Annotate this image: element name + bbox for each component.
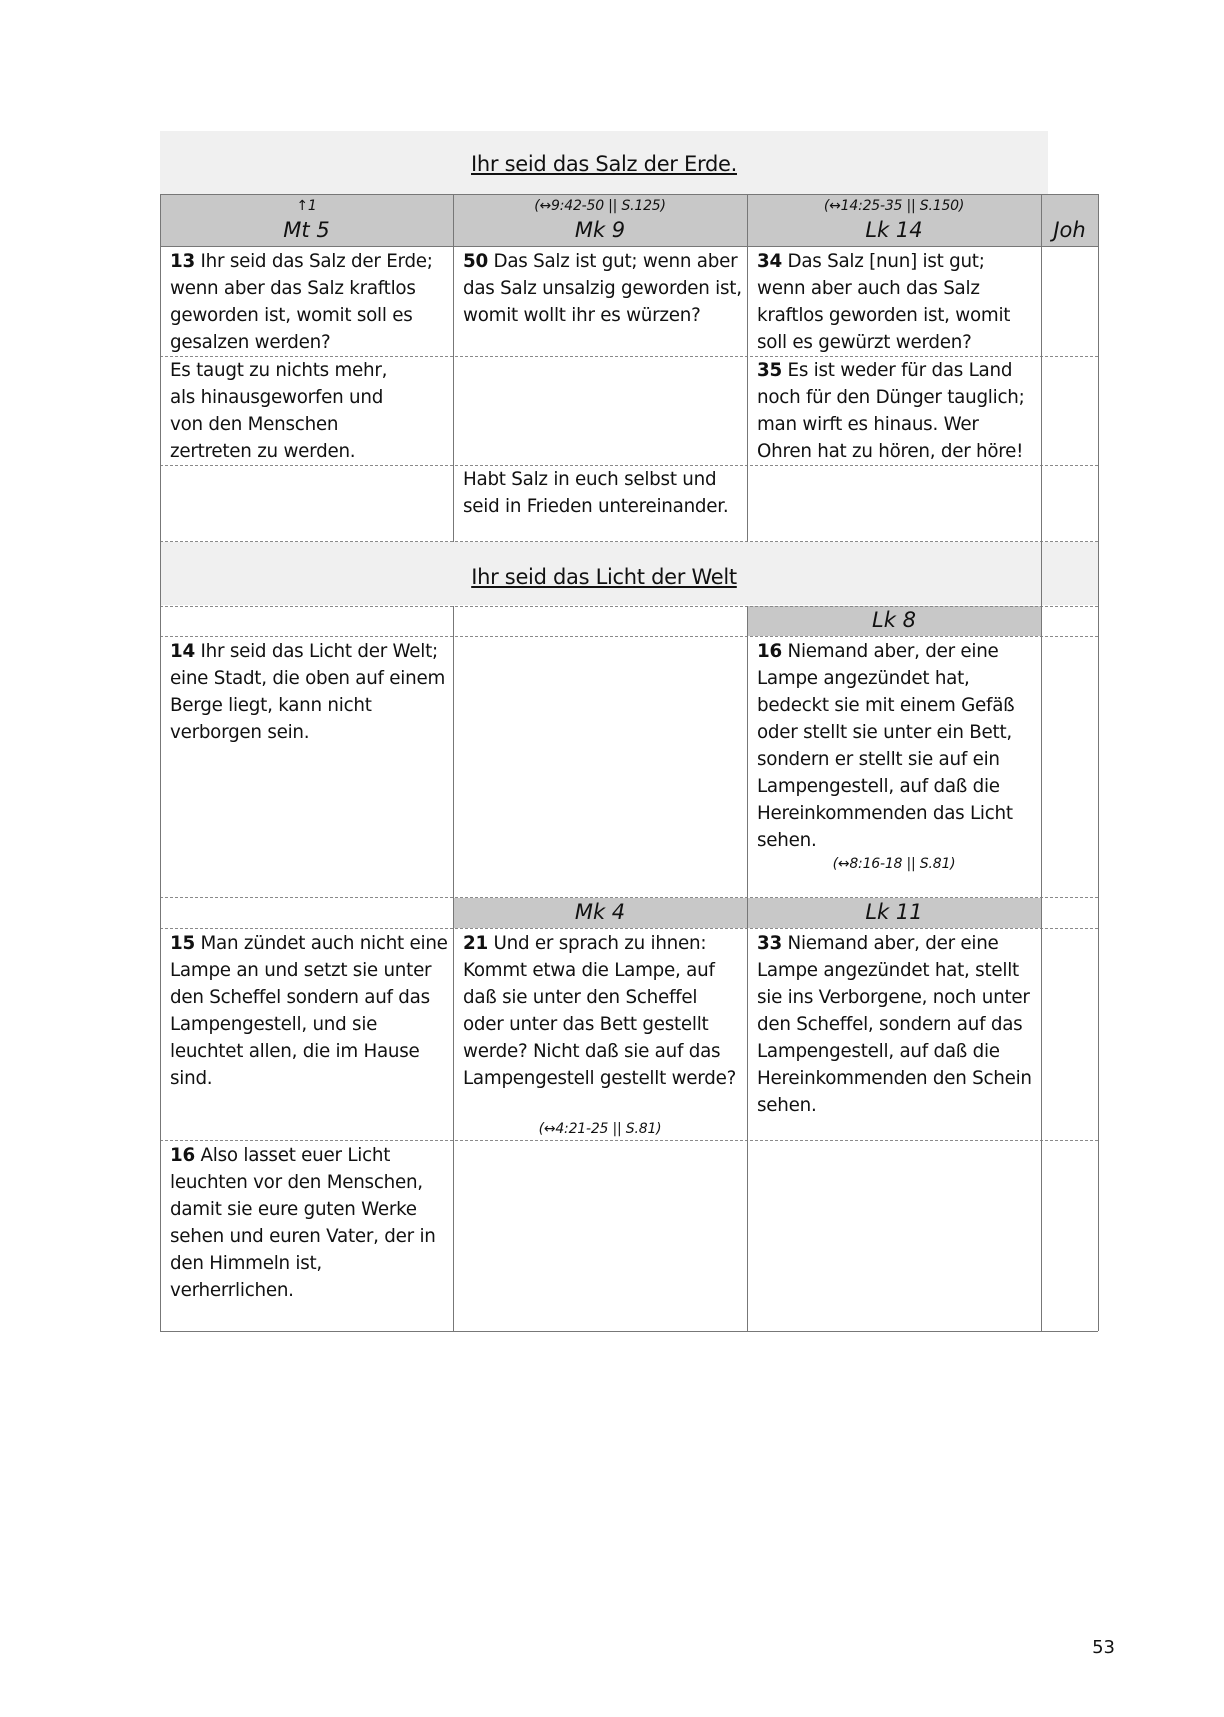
section-title-light: Ihr seid das Licht der Welt (471, 565, 737, 589)
table-rule (160, 928, 1098, 929)
table-rule (160, 356, 1098, 357)
table-rule (160, 541, 1098, 542)
mt-verse-13-continued: Es taugt zu nichts mehr, als hinausgeworfen und von den Menschen zertreten zu werden. (170, 360, 388, 462)
mt-verse-14: 14 Ihr seid das Licht der Welt; eine Stadt, die oben auf einem Berge liegt, kann nicht verborgen sein. (170, 641, 446, 743)
table-rule (160, 636, 1098, 637)
table-rule (160, 606, 1098, 607)
lk-verse-34: 34 Das Salz [nun] ist gut; wenn aber auch das Salz kraftlos geworden ist, womit soll es gewürzt werden? (757, 251, 1011, 353)
mk-salt-saying: Habt Salz in euch selbst und seid in Frieden untereinander. (463, 469, 729, 517)
table-rule (160, 1140, 1098, 1141)
column-divider (747, 194, 748, 542)
table-rule (160, 246, 1098, 247)
mt-cross-ref: ↑1 (296, 198, 317, 214)
lk8-verse-16: 16 Niemand aber, der eine Lampe angezündet hat, bedeckt sie mit einem Gefäß oder stellt sie unter ein Bett, sondern er stellt sie auf ein Lampengestell, auf daß die Hereinkommenden das Licht sehen. (757, 641, 1015, 851)
mk4-book-label: Mk 4 (574, 900, 626, 924)
table-rule (160, 194, 1098, 195)
mk4-verse-21: 21 Und er sprach zu ihnen: Kommt etwa die Lampe, auf daß sie unter den Scheffel oder unter das Bett gestellt werde? Nicht daß sie auf das Lampengestell gestellt werde? (463, 933, 737, 1089)
lk-book-label: Lk 14 (865, 218, 923, 242)
lk-cross-ref: (↔14:25-35 || S.150) (823, 198, 965, 214)
table-rule (160, 465, 1098, 466)
column-divider (453, 194, 454, 542)
lk11-book-label: Lk 11 (865, 900, 923, 924)
column-divider (747, 606, 748, 1331)
table-border-right (1098, 194, 1099, 1331)
mt-verse-13: 13 Ihr seid das Salz der Erde; wenn aber das Salz kraftlos geworden ist, womit soll es gesalzen werden? (170, 251, 433, 353)
column-divider (453, 606, 454, 1331)
mt-verse-16: 16 Also lasset euer Licht leuchten vor den Menschen, damit sie eure guten Werke sehen und euren Vater, der in den Himmeln ist, verherrlichen. (170, 1145, 436, 1301)
lk8-book-label: Lk 8 (872, 608, 916, 632)
mt-book-label: Mt 5 (283, 218, 330, 242)
mk-book-label: Mk 9 (574, 218, 626, 242)
joh-book-label: Joh (1053, 218, 1086, 242)
lk8-cross-ref: (↔8:16-18 || S.81) (832, 856, 956, 872)
section-title-salt: Ihr seid das Salz der Erde. (471, 152, 737, 176)
mk-cross-ref: (↔9:42-50 || S.125) (534, 198, 666, 214)
table-rule (160, 897, 1098, 898)
lk11-verse-33: 33 Niemand aber, der eine Lampe angezündet hat, stellt sie ins Verborgene, noch unter den Scheffel, sondern auf das Lampengestell, auf daß die Hereinkommenden den Schein sehen. (757, 933, 1032, 1116)
mk-verse-50: 50 Das Salz ist gut; wenn aber das Salz unsalzig geworden ist, womit wollt ihr es würzen? (463, 251, 742, 326)
lk-verse-35: 35 Es ist weder für das Land noch für den Dünger tauglich; man wirft es hinaus. Wer Ohren hat zu hören, der höre! (757, 360, 1025, 462)
mt-verse-15: 15 Man zündet auch nicht eine Lampe an und setzt sie unter den Scheffel sondern auf das Lampengestell, und sie leuchtet allen, die im Hause sind. (170, 933, 448, 1089)
table-border-left (160, 194, 161, 1331)
page-number: 53 (1092, 1637, 1115, 1658)
mk4-cross-ref: (↔4:21-25 || S.81) (538, 1121, 662, 1137)
table-rule (160, 1331, 1098, 1332)
column-divider (1041, 194, 1042, 1331)
